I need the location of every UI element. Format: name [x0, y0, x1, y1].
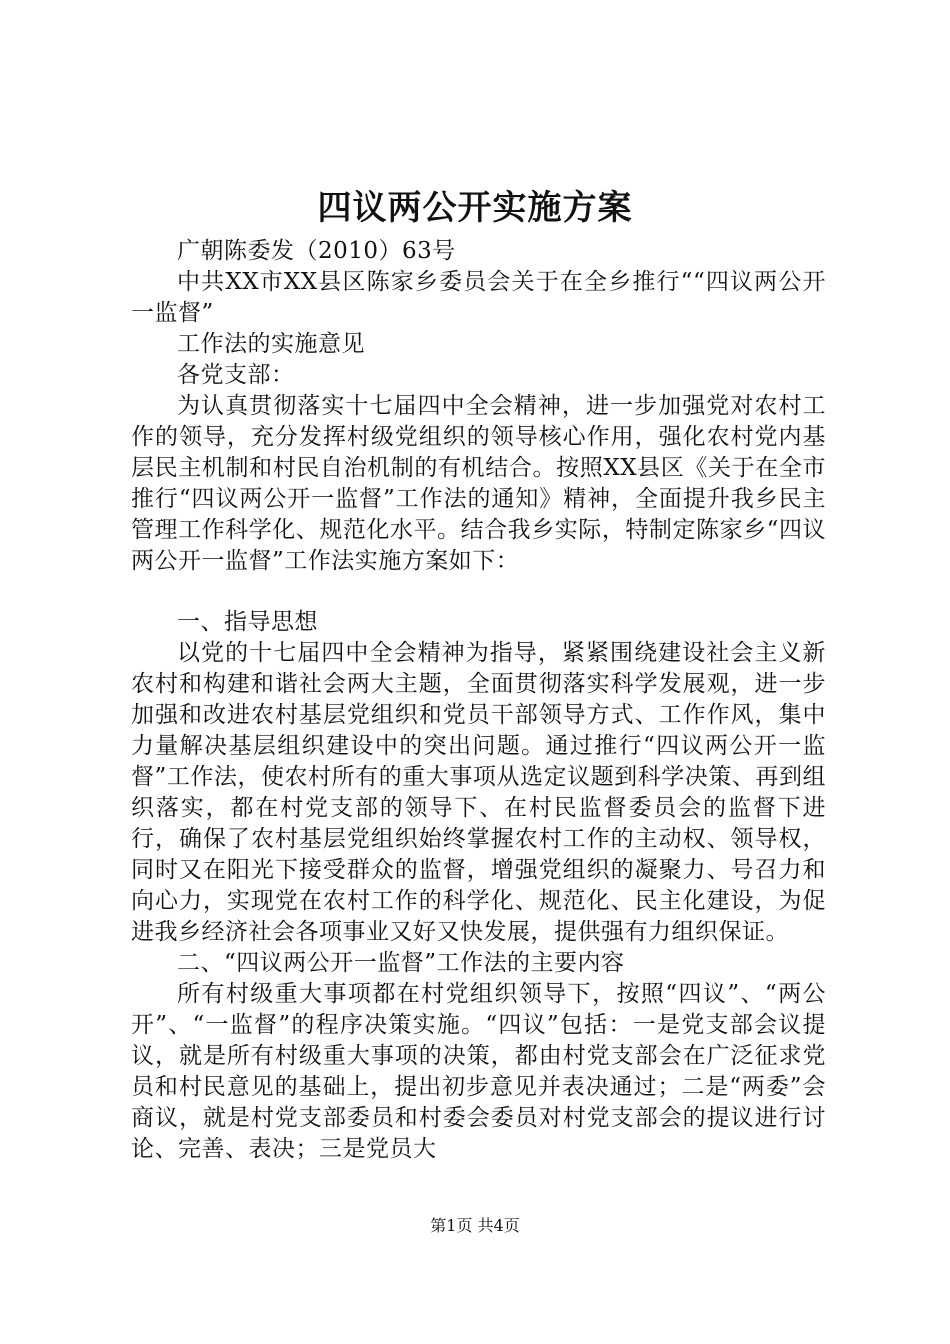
document-body: [131, 236, 826, 1165]
guiding-thought-paragraph: 以党的十七届四中全会精神为指导，紧紧围绕建设社会主义新农村和构建和谐社会两大主题，全面贯彻落实科学发展观，进一步加强和改进农村基层党组织和党员干部领导方式、工作作风，集中力量解决基层组织建设中的突出问题。通过推行“四议两公开一监督”工作法，使农村所有的重大事项从选定议题到科学决策、再到组织落实，都在村党支部的领导下、在村民监督委员会的监督下进行，确保了农村基层党组织始终掌握农村工作的主动权、领导权，同时又在阳光下接受群众的监督，增强党组织的凝聚力、号召力和向心力，实现党在农村工作的科学化、规范化、民主化建设，为促进我乡经济社会各项事业又好又快发展，提供强有力组织保证。: [131, 640, 826, 945]
main-content-paragraph: 所有村级重大事项都在村党组织领导下，按照“四议”、“两公开”、“一监督”的程序决策实施。“四议”包括：一是党支部会议提议，就是所有村级重大事项的决策，都由村党支部会在广泛征求党员和村民意见的基础上，提出初步意见并表决通过；二是“两委”会商议，就是村党支部委员和村委会委员对村党支部会的提议进行讨论、完善、表决；三是党员大: [131, 981, 826, 1162]
document-number: 广朝陈委发（2010）63号: [177, 238, 456, 264]
notice-heading-continued: 工作法的实施意见: [177, 331, 365, 357]
page-footer: 第1页 共4页: [430, 1216, 520, 1235]
section-heading-main-content: 二、“四议两公开一监督”工作法的主要内容: [177, 950, 625, 976]
intro-paragraph: 为认真贯彻落实十七届四中全会精神，进一步加强党对农村工作的领导，充分发挥村级党组织的领导核心作用，强化农村党内基层民主机制和村民自治机制的有机结合。按照XX县区《关于在全市推行“四议两公开一监督”工作法的通知》精神，全面提升我乡民主管理工作科学化、规范化水平。结合我乡实际，特制定陈家乡“四议两公开一监督”工作法实施方案如下：: [131, 393, 826, 574]
salutation: 各党支部：: [177, 362, 295, 388]
document-title: 四议两公开实施方案: [317, 188, 633, 228]
section-heading-guiding-thought: 一、指导思想: [177, 609, 318, 635]
notice-heading: 中共XX市XX县区陈家乡委员会关于在全乡推行““四议两公开一监督”: [131, 269, 826, 326]
